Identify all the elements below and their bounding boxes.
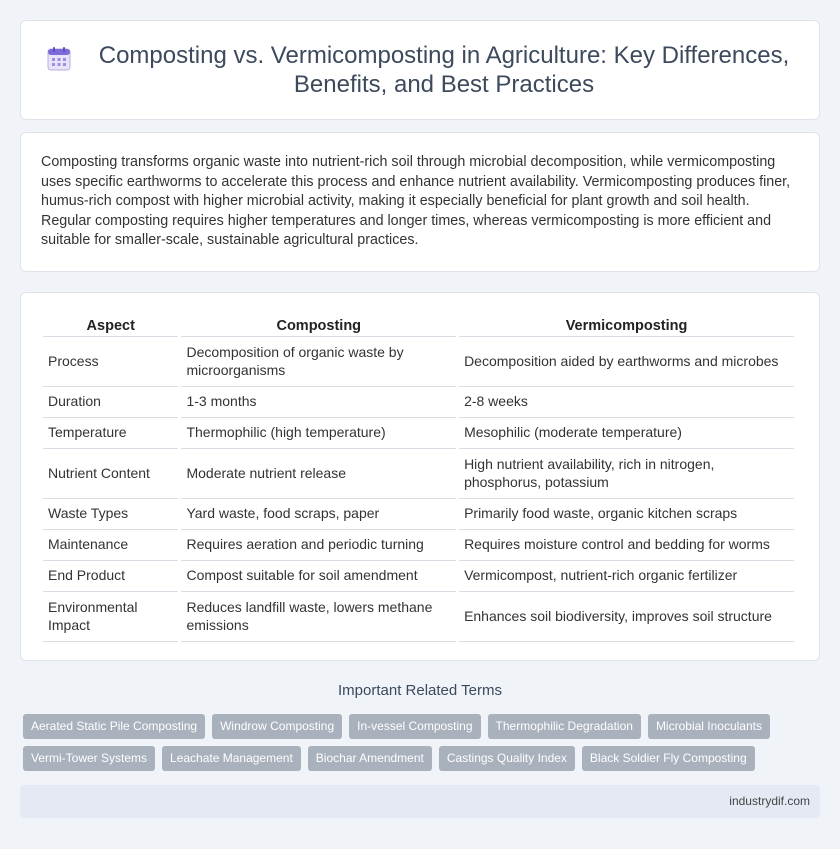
row-aspect: Waste Types	[43, 499, 178, 530]
row-aspect: Duration	[43, 387, 178, 418]
table-row	[43, 418, 794, 449]
related-term-tag[interactable]: In-vessel Composting	[349, 714, 480, 739]
table-row	[43, 449, 794, 499]
tag-row	[23, 746, 823, 771]
related-term-tag[interactable]: Microbial Inoculants	[648, 714, 770, 739]
table-header-row	[43, 307, 794, 337]
tag-row	[23, 714, 823, 739]
row-vermicomposting: Decomposition aided by earthworms and microbes	[459, 337, 794, 387]
row-composting: Decomposition of organic waste by microorganisms	[181, 337, 456, 387]
row-aspect: Environmental Impact	[43, 592, 178, 642]
row-aspect: Nutrient Content	[43, 449, 178, 499]
title-card	[20, 20, 820, 120]
row-vermicomposting: 2-8 weeks	[459, 387, 794, 418]
intro-paragraph: Composting transforms organic waste into nutrient-rich soil through microbial decomposition, while vermicomposting uses specific earthworms to accelerate this process and enhance nutrient availability. Vermicomposting produces finer, humus-rich compost with higher microbial activity, making it especially beneficial for plant growth and soil health. Regular composting requires higher temperatures and longer times, whereas vermicomposting is more efficient and suitable for smaller-scale, sustainable agricultural practices.	[41, 154, 791, 249]
related-term-tag[interactable]: Thermophilic Degradation	[488, 714, 641, 739]
row-vermicomposting: Primarily food waste, organic kitchen scraps	[459, 499, 794, 530]
row-vermicomposting: Vermicompost, nutrient-rich organic fertilizer	[459, 561, 794, 592]
table-row	[43, 499, 794, 530]
row-vermicomposting: Enhances soil biodiversity, improves soil structure	[459, 592, 794, 642]
header-composting: Composting	[181, 307, 456, 337]
row-composting: Requires aeration and periodic turning	[181, 530, 456, 561]
row-composting: Yard waste, food scraps, paper	[181, 499, 456, 530]
related-terms-title: Important Related Terms	[338, 682, 502, 699]
row-composting: Thermophilic (high temperature)	[181, 418, 456, 449]
row-vermicomposting: Requires moisture control and bedding for worms	[459, 530, 794, 561]
row-vermicomposting: High nutrient availability, rich in nitrogen, phosphorus, potassium	[459, 449, 794, 499]
row-aspect: Process	[43, 337, 178, 387]
related-term-tag[interactable]: Castings Quality Index	[439, 746, 575, 771]
related-term-tag[interactable]: Vermi-Tower Systems	[23, 746, 155, 771]
header-aspect: Aspect	[43, 307, 178, 337]
row-aspect: Temperature	[43, 418, 178, 449]
row-composting: 1-3 months	[181, 387, 456, 418]
row-composting: Reduces landfill waste, lowers methane emissions	[181, 592, 456, 642]
table-row	[43, 592, 794, 642]
related-term-tag[interactable]: Black Soldier Fly Composting	[582, 746, 755, 771]
related-term-tag[interactable]: Aerated Static Pile Composting	[23, 714, 205, 739]
comparison-table	[40, 307, 797, 642]
row-aspect: Maintenance	[43, 530, 178, 561]
row-vermicomposting: Mesophilic (moderate temperature)	[459, 418, 794, 449]
header-vermicomposting: Vermicomposting	[459, 307, 794, 337]
row-aspect: End Product	[43, 561, 178, 592]
related-terms-tags	[23, 714, 823, 778]
intro-card	[20, 132, 820, 272]
related-term-tag[interactable]: Biochar Amendment	[308, 746, 432, 771]
related-term-tag[interactable]: Windrow Composting	[212, 714, 342, 739]
table-row	[43, 530, 794, 561]
calendar-icon	[46, 46, 72, 72]
footer	[20, 785, 820, 818]
table-row	[43, 337, 794, 387]
row-composting: Compost suitable for soil amendment	[181, 561, 456, 592]
row-composting: Moderate nutrient release	[181, 449, 456, 499]
table-row	[43, 561, 794, 592]
table-row	[43, 387, 794, 418]
page-title: Composting vs. Vermicomposting in Agriculture: Key Differences, Benefits, and Best Practices	[98, 42, 790, 98]
comparison-table-card	[20, 292, 820, 661]
footer-site[interactable]: industrydif.com	[729, 794, 810, 808]
title-wrap	[46, 41, 794, 99]
related-term-tag[interactable]: Leachate Management	[162, 746, 301, 771]
